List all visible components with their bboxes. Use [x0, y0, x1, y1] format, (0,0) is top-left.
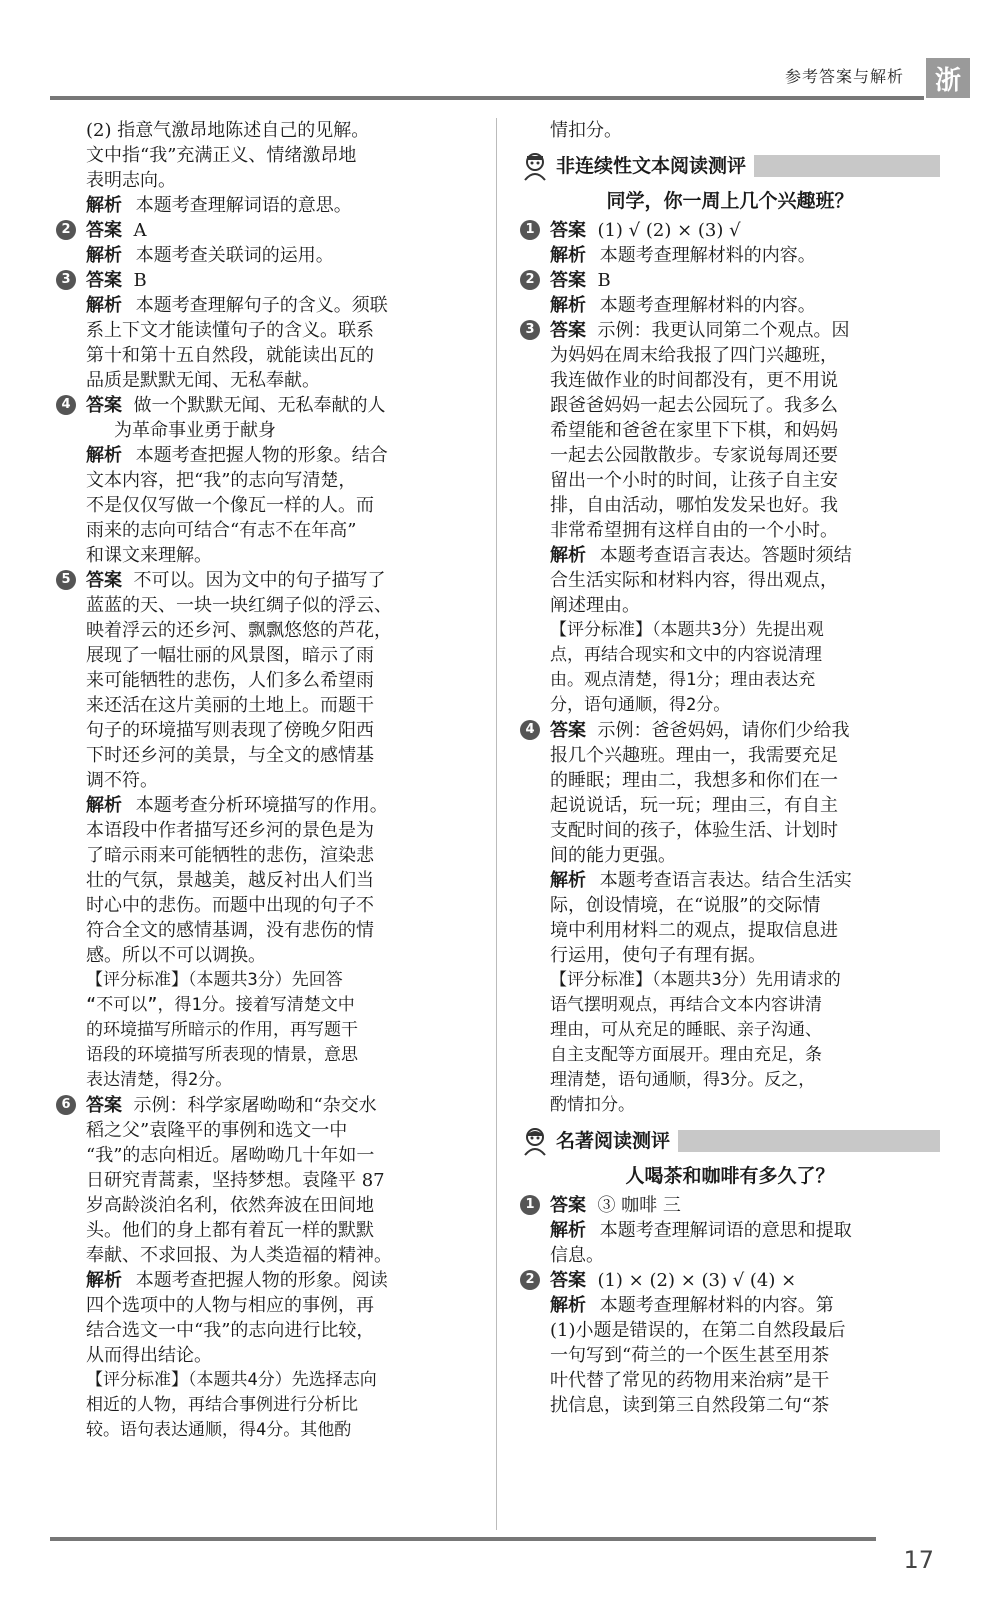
analysis-line: 不是仅仅写做一个像瓦一样的人。而: [86, 495, 374, 516]
answer-line: 日研究青蒿素，坚持梦想。袁隆平 87: [86, 1170, 385, 1191]
answer-line: 展现了一幅壮丽的风景图，暗示了雨: [86, 645, 374, 666]
right-column: [520, 118, 940, 1418]
left-column: [56, 118, 476, 1443]
analysis-line: 雨来的志向可结合“有志不在年高”: [86, 520, 357, 541]
analysis-line: 扰信息，读到第三自然段第二句“茶: [550, 1395, 830, 1416]
analysis-line: 壮的气氛，景越美，越反衬出人们当: [86, 870, 374, 891]
analysis-line: 行运用，使句子有理有据。: [550, 945, 766, 966]
header-title: 参考答案与解析: [784, 67, 904, 86]
analysis-text: 本题考查理解词语的意思。: [135, 195, 352, 216]
question-number: 3: [520, 320, 540, 340]
footer-rule: [50, 1537, 876, 1541]
analysis-line: 信息。: [550, 1245, 604, 1266]
rubric-line: 语气摆明观点，再结合文本内容讲清: [550, 995, 822, 1015]
answer-label: 答案: [550, 1195, 586, 1216]
rubric-line: 理由，可从充足的睡眠、亲子沟通、: [550, 1020, 822, 1040]
answer-line: 留出一个小时的时间，让孩子自主安: [550, 470, 838, 491]
answer-label: 答案: [86, 570, 122, 591]
question-2: [520, 268, 940, 293]
analysis-label: 解析: [86, 1270, 122, 1291]
answer-line: 句子的环境描写则表现了傍晚夕阳西: [86, 720, 374, 741]
section-header-nonlinear: [520, 149, 940, 183]
analysis-label: 解析: [550, 545, 586, 566]
analysis-line: 系上下文才能读懂句子的含义。联系: [86, 320, 374, 341]
analysis-text: 本题考查关联词的运用。: [135, 245, 334, 266]
answer-text: B: [597, 270, 611, 291]
answer-line: 起说说话，玩一玩；理由三，有自主: [550, 795, 838, 816]
answer-line: 下时还乡河的美景，与全文的感情基: [86, 745, 374, 766]
analysis-label: 解析: [86, 795, 122, 816]
analysis-line: 品质是默默无闻、无私奉献。: [86, 370, 320, 391]
rubric-line: 【评分标准】（本题共4分）先选择志向: [86, 1370, 377, 1390]
rubric-line: 较。语句表达通顺，得4分。其他酌: [86, 1420, 352, 1440]
analysis-line: 结合选文一中“我”的志向进行比较，: [86, 1320, 375, 1341]
answer-line: 头。他们的身上都有着瓦一样的默默: [86, 1220, 374, 1241]
analysis-line: 境中利用材料二的观点，提取信息进: [550, 920, 838, 941]
question-3: [520, 318, 940, 343]
question-6: [56, 1093, 476, 1118]
header-tab: 浙: [926, 58, 970, 98]
analysis-line: 叶代替了常见的药物用来治病”是干: [550, 1370, 830, 1391]
answer-line: 报几个兴趣班。理由一，我需要充足: [550, 745, 838, 766]
answer-label: 答案: [550, 270, 586, 291]
question-number: 4: [56, 395, 76, 415]
answer-line: 为妈妈在周末给我报了四门兴趣班，: [550, 345, 838, 366]
analysis-line: 从而得出结论。: [86, 1345, 212, 1366]
analysis-text: 本题考查分析环境描写的作用。: [135, 795, 388, 816]
intro-line: (2) 指意气激昂地陈述自己的见解。: [86, 120, 370, 141]
answer-label: 答案: [86, 1095, 122, 1116]
answer-line: 映着浮云的还乡河、飘飘悠悠的芦花，: [86, 620, 392, 641]
column-divider: [496, 118, 497, 1530]
question-3: [56, 268, 476, 293]
analysis-line: 了暗示雨来可能牺牲的悲伤，渲染悲: [86, 845, 374, 866]
section-bar-fill: [754, 155, 940, 177]
analysis-label: 解析: [86, 245, 122, 266]
analysis-line: 第十和第十五自然段，就能读出瓦的: [86, 345, 374, 366]
answer-label: 答案: [86, 395, 122, 416]
analysis-text: 本题考查理解材料的内容。: [599, 245, 816, 266]
section-subtitle: 同学，你一周上几个兴趣班？: [606, 190, 854, 212]
page-number: 17: [903, 1546, 934, 1574]
analysis-text: 本题考查理解材料的内容。: [599, 295, 816, 316]
question-number: 1: [520, 220, 540, 240]
answer-line: 非常希望拥有这样自由的一个小时。: [550, 520, 838, 541]
answer-text: 做一个默默无闻、无私奉献的人: [133, 395, 386, 416]
analysis-line: 和课文来理解。: [86, 545, 212, 566]
rubric-line: 表达清楚，得2分。: [86, 1070, 233, 1090]
answer-text: 示例：科学家屠呦呦和“杂交水: [133, 1095, 377, 1116]
answer-text: 示例：我更认同第二个观点。因: [597, 320, 850, 341]
answer-line: 来可能牺牲的悲伤，人们多么希望雨: [86, 670, 374, 691]
rubric-line: 【评分标准】（本题共3分）先用请求的: [550, 970, 841, 990]
student-avatar-icon: [520, 1126, 550, 1156]
answer-line: 蓝蓝的天、一块一块红绸子似的浮云、: [86, 595, 392, 616]
question-number: 1: [520, 1195, 540, 1215]
section-title: 名著阅读测评: [556, 1129, 671, 1152]
answer-line: 排，自由活动，哪怕发发呆也好。我: [550, 495, 838, 516]
analysis-text: 本题考查语言表达。结合生活实: [599, 870, 852, 891]
analysis-line: 符合全文的感情基调，没有悲伤的情: [86, 920, 374, 941]
student-avatar-icon: [520, 151, 550, 181]
analysis-text: 本题考查理解词语的意思和提取: [599, 1220, 852, 1241]
answer-text: 不可以。因为文中的句子描写了: [133, 570, 386, 591]
analysis-text: 本题考查理解句子的含义。须联: [135, 295, 388, 316]
analysis-label: 解析: [550, 245, 586, 266]
analysis-label: 解析: [86, 295, 122, 316]
answer-line: 间的能力更强。: [550, 845, 676, 866]
section-bar-fill: [678, 1130, 940, 1152]
analysis-label: 解析: [86, 195, 122, 216]
analysis-label: 解析: [550, 295, 586, 316]
analysis-label: 解析: [550, 1295, 586, 1316]
section-subtitle: 人喝茶和咖啡有多久了？: [625, 1165, 835, 1187]
analysis-line: 时心中的悲伤。而题中出现的句子不: [86, 895, 374, 916]
analysis-label: 解析: [86, 445, 122, 466]
question-2: [520, 1268, 940, 1293]
carry-over-text: 情扣分。: [550, 120, 622, 141]
question-number: 6: [56, 1095, 76, 1115]
answer-line: 跟爸爸妈妈一起去公园玩了。我多么: [550, 395, 838, 416]
answer-line: 的睡眠；理由二，我想多和你们在一: [550, 770, 838, 791]
answer-label: 答案: [86, 270, 122, 291]
answer-text: B: [133, 270, 147, 291]
analysis-text: 本题考查把握人物的形象。结合: [135, 445, 388, 466]
analysis-text: 本题考查理解材料的内容。第: [599, 1295, 834, 1316]
rubric-line: 【评分标准】（本题共3分）先回答: [86, 970, 343, 990]
answer-line: 来还活在这片美丽的土地上。而题干: [86, 695, 374, 716]
question-number: 2: [56, 220, 76, 240]
answer-text: ③ 咖啡 三: [597, 1195, 681, 1216]
analysis-line: 阐述理由。: [550, 595, 640, 616]
analysis-line: 际，创设情境，在“说服”的交际情: [550, 895, 821, 916]
answer-label: 答案: [550, 320, 586, 341]
answer-line: 为革命事业勇于献身: [114, 420, 276, 441]
rubric-line: 酌情扣分。: [550, 1095, 635, 1115]
question-number: 2: [520, 1270, 540, 1290]
answer-line: “我”的志向相近。屠呦呦几十年如一: [86, 1145, 375, 1166]
question-4: [56, 393, 476, 418]
analysis-line: (1)小题是错误的，在第二自然段最后: [550, 1320, 846, 1341]
rubric-line: 语段的环境描写所表现的情景，意思: [86, 1045, 358, 1065]
analysis-label: 解析: [550, 870, 586, 891]
rubric-line: 点，再结合现实和文中的内容说清理: [550, 645, 822, 665]
analysis-line: 感。所以不可以调换。: [86, 945, 266, 966]
header-rule: [50, 96, 924, 100]
analysis-line: 文本内容，把“我”的志向写清楚，: [86, 470, 357, 491]
analysis-line: 本语段中作者描写还乡河的景色是为: [86, 820, 374, 841]
rubric-line: 的环境描写所暗示的作用，再写题干: [86, 1020, 358, 1040]
answer-line: 奉献、不求回报、为人类造福的精神。: [86, 1245, 392, 1266]
answer-label: 答案: [550, 220, 586, 241]
rubric-line: “不可以”，得1分。接着写清楚文中: [86, 995, 355, 1015]
answer-label: 答案: [86, 220, 122, 241]
question-number: 2: [520, 270, 540, 290]
intro-line: 表明志向。: [86, 170, 176, 191]
question-5: [56, 568, 476, 593]
analysis-text: 本题考查把握人物的形象。阅读: [135, 1270, 388, 1291]
rubric-line: 理清楚，语句通顺，得3分。反之，: [550, 1070, 816, 1090]
question-number: 4: [520, 720, 540, 740]
answer-line: 岁高龄淡泊名利，依然奔波在田间地: [86, 1195, 374, 1216]
answer-line: 调不符。: [86, 770, 158, 791]
answer-line: 希望能和爸爸在家里下下棋，和妈妈: [550, 420, 838, 441]
analysis-line: 合生活实际和材料内容，得出观点，: [550, 570, 838, 591]
section-title: 非连续性文本阅读测评: [556, 154, 747, 177]
rubric-line: 分，语句通顺，得2分。: [550, 695, 731, 715]
analysis-text: 本题考查语言表达。答题时须结: [599, 545, 852, 566]
rubric-line: 【评分标准】（本题共3分）先提出观: [550, 620, 824, 640]
answer-line: 稻之父”袁隆平的事例和选文一中: [86, 1120, 348, 1141]
answer-text: A: [133, 220, 147, 241]
question-2: [56, 218, 476, 243]
answer-label: 答案: [550, 720, 586, 741]
question-4: [520, 718, 940, 743]
answer-text: (1) × (2) × (3) √ (4) ×: [597, 1270, 797, 1291]
answer-line: 一起去公园散散步。专家说每周还要: [550, 445, 838, 466]
section-header-classics: [520, 1124, 940, 1158]
question-number: 5: [56, 570, 76, 590]
answer-text: 示例：爸爸妈妈，请你们少给我: [597, 720, 850, 741]
rubric-line: 相近的人物，再结合事例进行分析比: [86, 1395, 358, 1415]
answer-text: (1) √ (2) × (3) √: [597, 220, 741, 241]
rubric-line: 自主支配等方面展开。理由充足，条: [550, 1045, 822, 1065]
question-number: 3: [56, 270, 76, 290]
intro-line: 文中指“我”充满正义、情绪激昂地: [86, 145, 357, 166]
analysis-line: 四个选项中的人物与相应的事例，再: [86, 1295, 374, 1316]
question-1: [520, 1193, 940, 1218]
answer-label: 答案: [550, 1270, 586, 1291]
answer-line: 支配时间的孩子，体验生活、计划时: [550, 820, 838, 841]
analysis-line: 一句写到“荷兰的一个医生甚至用茶: [550, 1345, 830, 1366]
analysis-label: 解析: [550, 1220, 586, 1241]
answer-line: 我连做作业的时间都没有，更不用说: [550, 370, 838, 391]
rubric-line: 由。观点清楚，得1分；理由表达充: [550, 670, 816, 690]
question-1: [520, 218, 940, 243]
